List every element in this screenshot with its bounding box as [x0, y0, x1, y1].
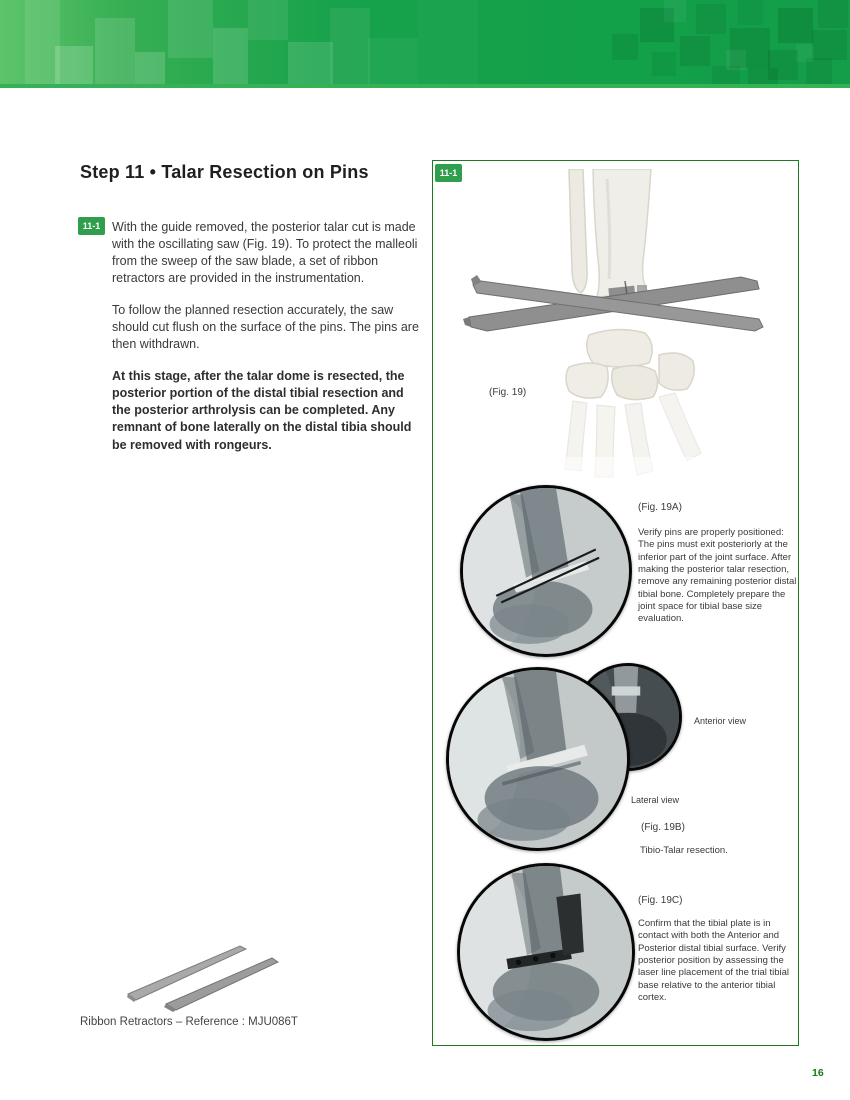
figure-panel [432, 160, 799, 1046]
fig19-caption: (Fig. 19) [489, 387, 527, 398]
ankle-skeleton-figure [441, 169, 793, 491]
fig19b-lateral-xray-image [446, 667, 630, 851]
fig19c-xray-drawing [460, 866, 632, 1038]
step-badge: 11-1 [78, 217, 105, 235]
anterior-view-label: Anterior view [694, 716, 747, 726]
fig19a-caption: (Fig. 19A) [638, 502, 682, 513]
retractor-caption: Ribbon Retractors – Reference : MJU086T [80, 1016, 298, 1028]
step-paragraph-3: At this stage, after the talar dome is resected, the posterior portion of the distal tibial resection and the posterior arthrolysis can be completed. Any remnant of bone laterally on the distal tibia should be removed with rongeurs. [112, 369, 412, 452]
ribbon-retractors-drawing [122, 932, 282, 1014]
fig19c-caption: (Fig. 19C) [638, 895, 683, 906]
ribbon-retractors-image [122, 932, 282, 1014]
fig19b-caption: (Fig. 19B) [641, 822, 685, 833]
fig19a-xray-drawing [463, 488, 629, 654]
fig19a-text: Verify pins are properly positioned: The pins must exit posteriorly at the inferior part of the joint surface. After making the posterior talar resection, remove any remaining posterior distal tibial bone. Completely prepare the joint space for tibial base size evaluation. [638, 527, 797, 625]
fig19b-text: Tibio-Talar resection. [640, 845, 728, 856]
page-title: Step 11 • Talar Resection on Pins [80, 162, 369, 182]
lateral-view-label: Lateral view [631, 795, 680, 805]
fig19c-xray-image [457, 863, 635, 1041]
step-paragraph-2: To follow the planned resection accurately, the saw should cut flush on the surface of the pins. The pins are then withdrawn. [112, 303, 419, 352]
page-number: 16 [812, 1067, 824, 1079]
ankle-skeleton-drawing [441, 169, 793, 491]
top-banner [0, 0, 850, 88]
step-paragraph-1: With the guide removed, the posterior talar cut is made with the oscillating saw (Fig. 19). To protect the malleoli from the sweep of the saw blade, a set of ribbon retractors are provided in the instrumentation. [112, 220, 418, 286]
fig19b-lateral-xray-drawing [449, 670, 627, 848]
fig19a-xray-image [460, 485, 632, 657]
fig19c-text: Confirm that the tibial plate is in contact with both the Anterior and Posterior distal tibial surface. Verify posterior position by assessing the laser line placement of the trial tibial base relative to the anterior tibial cortex. [638, 918, 790, 1004]
banner-mosaic [0, 0, 850, 84]
panel-badge: 11-1 [435, 164, 462, 182]
